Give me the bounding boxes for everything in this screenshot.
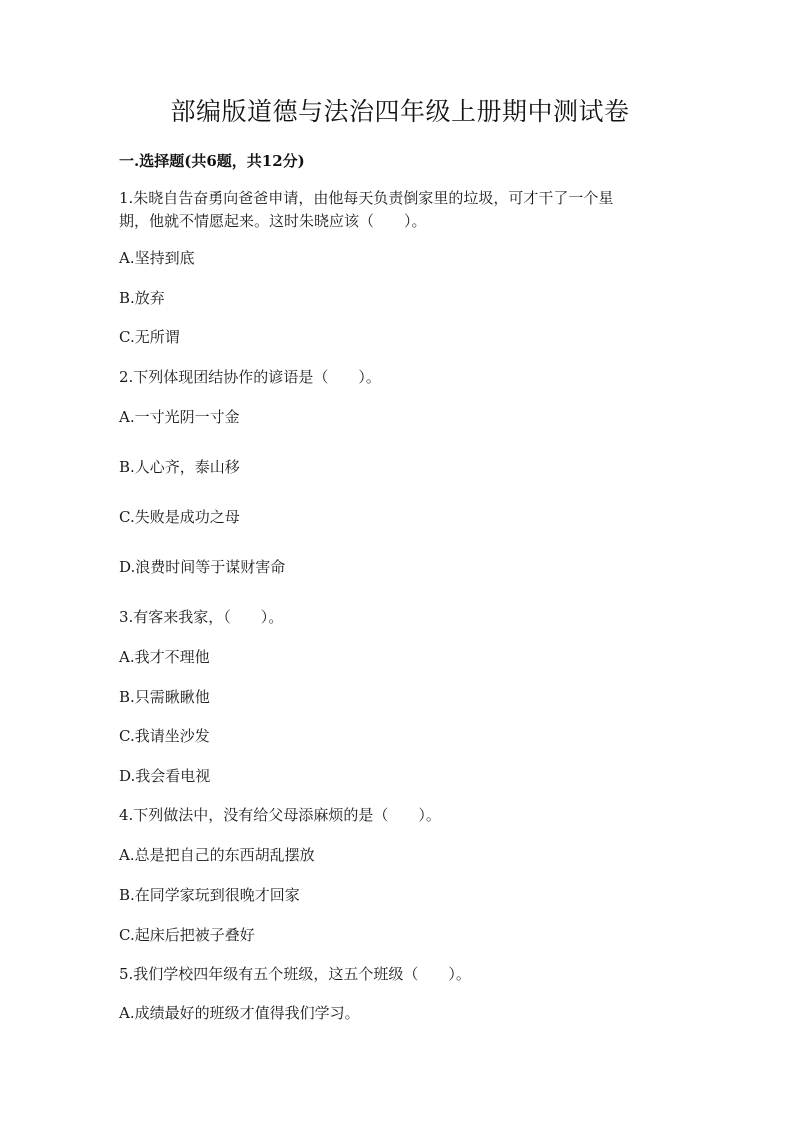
page-title: 部编版道德与法治四年级上册期中测试卷 xyxy=(170,97,630,126)
question-2-text: 2.下列体现团结协作的谚语是（ ）。 xyxy=(119,368,381,386)
question-1-option-c: C.无所谓 xyxy=(119,328,180,346)
question-2-option-d: D.浪费时间等于谋财害命 xyxy=(119,558,286,576)
question-3-option-d: D.我会看电视 xyxy=(119,767,211,785)
question-3-option-b: B.只需瞅瞅他 xyxy=(119,688,210,706)
question-4-option-a: A.总是把自己的东西胡乱摆放 xyxy=(119,846,315,864)
question-3-text: 3.有客来我家，（ ）。 xyxy=(119,608,284,626)
section-header: 一.选择题(共6题，共12分) xyxy=(119,152,305,170)
question-4-option-b: B.在同学家玩到很晚才回家 xyxy=(119,886,300,904)
question-2-option-c: C.失败是成功之母 xyxy=(119,508,240,526)
question-5-option-a: A.成绩最好的班级才值得我们学习。 xyxy=(119,1004,360,1022)
question-3-option-c: C.我请坐沙发 xyxy=(119,727,210,745)
question-1-option-a: A.坚持到底 xyxy=(119,249,195,267)
question-4-text: 4.下列做法中，没有给父母添麻烦的是（ ）。 xyxy=(119,806,441,824)
question-4-option-c: C.起床后把被子叠好 xyxy=(119,926,255,944)
question-2-option-a: A.一寸光阴一寸金 xyxy=(119,408,240,426)
question-5-text: 5.我们学校四年级有五个班级，这五个班级（ ）。 xyxy=(119,965,471,983)
question-3-option-a: A.我才不理他 xyxy=(119,648,210,666)
question-1-option-b: B.放弃 xyxy=(119,289,165,307)
question-1-text-line-2: 期，他就不情愿起来。这时朱晓应该（ ）。 xyxy=(119,212,427,230)
question-1-text-line-1: 1.朱晓自告奋勇向爸爸申请，由他每天负责倒家里的垃圾，可才干了一个星 xyxy=(119,189,614,207)
question-2-option-b: B.人心齐，泰山移 xyxy=(119,458,240,476)
